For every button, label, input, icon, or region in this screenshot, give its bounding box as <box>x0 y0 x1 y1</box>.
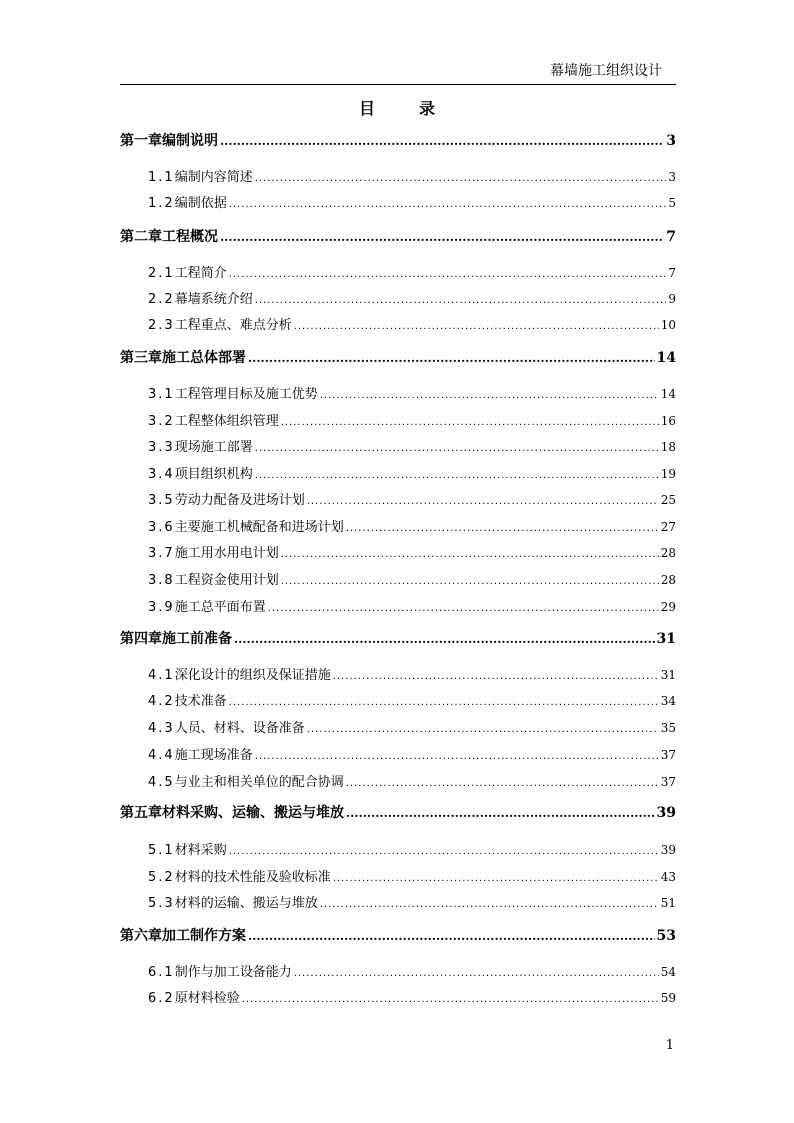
toc-entry-label: 加工制作方案 <box>162 928 246 944</box>
toc-entry-page: 7 <box>668 266 676 280</box>
toc-entry-page: 14 <box>656 350 676 366</box>
toc-section-entry[interactable] <box>120 569 676 587</box>
toc-entry-label: 编制内容简述 <box>174 170 253 185</box>
toc-entry-label: 现场施工部署 <box>174 440 253 455</box>
dot-leader <box>229 697 659 708</box>
dot-leader <box>346 523 659 534</box>
toc-entry-number: 6.2 <box>148 991 175 1006</box>
toc-entry-label: 工程管理目标及施工优势 <box>174 387 318 402</box>
toc-entry-page: 35 <box>660 721 676 735</box>
toc-entry-label: 人员、材料、设备准备 <box>174 721 305 736</box>
toc-entry-number: 4.2 <box>148 694 175 709</box>
toc-entry-page: 16 <box>660 414 676 428</box>
toc-entry-label: 项目组织机构 <box>174 467 253 482</box>
toc-entry-page: 31 <box>660 668 676 682</box>
toc-entry-label: 主要施工机械配备和进场计划 <box>174 520 344 535</box>
toc-entry-page: 39 <box>660 843 676 857</box>
toc-entry-number: 3.6 <box>148 520 175 535</box>
toc-entry-page: 3 <box>668 170 676 184</box>
toc-entry-number: 3.3 <box>148 440 175 455</box>
toc-entry-page: 25 <box>660 493 676 507</box>
toc-entry-label: 工程概况 <box>162 229 218 245</box>
toc-chapter-entry[interactable] <box>120 130 676 150</box>
toc-entry-page: 34 <box>660 694 676 708</box>
toc-entry-number: 2.1 <box>148 266 175 281</box>
toc-chapter-entry[interactable] <box>120 628 676 648</box>
toc-entry-number: 2.3 <box>148 318 175 333</box>
toc-entry-number: 4.3 <box>148 721 175 736</box>
toc-entry-number: 第四章 <box>120 631 162 647</box>
dot-leader <box>333 671 659 682</box>
dot-leader <box>333 873 659 884</box>
toc-section-entry[interactable] <box>120 410 676 428</box>
dot-leader <box>320 390 659 401</box>
toc-entry-number: 3.2 <box>148 414 175 429</box>
toc-entry-number: 第一章 <box>120 133 162 149</box>
toc-entry-page: 28 <box>660 573 676 587</box>
dot-leader <box>294 321 659 332</box>
toc-entry-page: 27 <box>660 520 676 534</box>
dot-leader <box>281 417 659 428</box>
toc-entry-number: 5.1 <box>148 843 175 858</box>
toc-chapter-entry[interactable] <box>120 226 676 246</box>
toc-entry-label: 工程整体组织管理 <box>174 414 279 429</box>
toc-entry-page: 51 <box>660 896 676 910</box>
toc-section-entry[interactable] <box>120 744 676 762</box>
dot-leader <box>220 134 664 148</box>
toc-entry-number: 4.1 <box>148 668 175 683</box>
toc-entry-page: 31 <box>656 631 676 647</box>
dot-leader <box>242 994 659 1005</box>
dot-leader <box>281 576 659 587</box>
toc-entry-number: 3.1 <box>148 387 175 402</box>
toc-title: 目录 <box>358 99 479 118</box>
toc-entry-number: 第六章 <box>120 928 162 944</box>
dot-leader <box>229 199 667 210</box>
toc-entry-number: 5.3 <box>148 896 175 911</box>
toc-section-entry[interactable] <box>120 288 676 306</box>
toc-entry-number: 3.8 <box>148 573 175 588</box>
toc-section-entry[interactable] <box>120 516 676 534</box>
toc-entry-number: 3.5 <box>148 493 175 508</box>
toc-section-entry[interactable] <box>120 463 676 481</box>
toc-entry-number: 3.9 <box>148 600 175 615</box>
toc-entry-label: 施工总体部署 <box>162 350 246 366</box>
toc-entry-label: 工程简介 <box>174 266 227 281</box>
toc-section-entry[interactable] <box>120 866 676 884</box>
toc-entry-label: 原材料检验 <box>174 991 240 1006</box>
toc-entry-number: 4.4 <box>148 748 175 763</box>
dot-leader <box>229 846 659 857</box>
toc-entry-number: 第五章 <box>120 805 162 821</box>
toc-entry-label: 幕墙系统介绍 <box>174 292 253 307</box>
toc-section-entry[interactable] <box>120 383 676 401</box>
toc-entry-page: 10 <box>660 318 676 332</box>
dot-leader <box>234 632 655 646</box>
toc-entry-label: 材料的技术性能及验收标准 <box>174 870 331 885</box>
toc-entry-page: 19 <box>660 467 676 481</box>
toc-entry-number: 6.1 <box>148 965 175 980</box>
toc-entry-number: 2.2 <box>148 292 175 307</box>
toc-entry-label: 深化设计的组织及保证措施 <box>174 668 331 683</box>
dot-leader <box>255 443 659 454</box>
toc-entry-page: 43 <box>660 870 676 884</box>
dot-leader <box>229 269 667 280</box>
toc-section-entry[interactable] <box>120 596 676 614</box>
dot-leader <box>294 968 659 979</box>
dot-leader <box>346 778 659 789</box>
dot-leader <box>346 806 655 820</box>
toc-section-entry[interactable] <box>120 436 676 454</box>
toc-section-entry[interactable] <box>120 192 676 210</box>
toc-entry-page: 29 <box>660 600 676 614</box>
dot-leader <box>255 173 667 184</box>
toc-entry-number: 1.1 <box>148 170 175 185</box>
toc-entry-label: 技术准备 <box>174 694 227 709</box>
toc-entry-number: 4.5 <box>148 775 175 790</box>
toc-section-entry[interactable] <box>120 892 676 910</box>
toc-entry-label: 材料采购 <box>174 843 227 858</box>
toc-entry-number: 1.2 <box>148 196 175 211</box>
dot-leader <box>307 496 659 507</box>
toc-section-entry[interactable] <box>120 771 676 789</box>
toc-entry-label: 劳动力配备及进场计划 <box>174 493 305 508</box>
dot-leader <box>255 751 659 762</box>
dot-leader <box>248 929 655 943</box>
toc-entry-page: 5 <box>668 196 676 210</box>
toc-entry-page: 18 <box>660 440 676 454</box>
toc-section-entry[interactable] <box>120 839 676 857</box>
toc-entry-number: 3.4 <box>148 467 175 482</box>
page-number: 1 <box>665 1038 674 1053</box>
toc-section-entry[interactable] <box>120 690 676 708</box>
toc-entry-number: 5.2 <box>148 870 175 885</box>
toc-entry-label: 编制依据 <box>174 196 227 211</box>
toc-entry-page: 59 <box>660 991 676 1005</box>
toc-entry-page: 53 <box>656 928 676 944</box>
toc-entry-number: 第三章 <box>120 350 162 366</box>
toc-entry-label: 材料的运输、搬运与堆放 <box>174 896 318 911</box>
dot-leader <box>255 295 667 306</box>
toc-entry-label: 编制说明 <box>162 133 218 149</box>
toc-chapter-entry[interactable] <box>120 925 676 945</box>
toc-entry-label: 与业主和相关单位的配合协调 <box>174 775 344 790</box>
toc-chapter-entry[interactable] <box>120 347 676 367</box>
dot-leader <box>307 724 659 735</box>
toc-entry-label: 施工总平面布置 <box>174 600 266 615</box>
toc-entry-label: 材料采购、运输、搬运与堆放 <box>162 805 344 821</box>
dot-leader <box>268 603 659 614</box>
toc-section-entry[interactable] <box>120 314 676 332</box>
toc-entry-label: 施工现场准备 <box>174 748 253 763</box>
toc-entry-label: 制作与加工设备能力 <box>174 965 292 980</box>
toc-entry-label: 施工用水用电计划 <box>174 546 279 561</box>
toc-entry-page: 3 <box>666 133 676 149</box>
toc-section-entry[interactable] <box>120 166 676 184</box>
toc-entry-page: 9 <box>668 292 676 306</box>
toc-entry-page: 14 <box>660 387 676 401</box>
toc-entry-page: 39 <box>656 805 676 821</box>
toc-section-entry[interactable] <box>120 489 676 507</box>
dot-leader <box>248 351 655 365</box>
dot-leader <box>255 470 659 481</box>
toc-entry-label: 工程重点、难点分析 <box>174 318 292 333</box>
toc-section-entry[interactable] <box>120 961 676 979</box>
toc-entry-page: 37 <box>660 748 676 762</box>
toc-entry-label: 施工前准备 <box>162 631 232 647</box>
dot-leader <box>220 230 664 244</box>
header-rule <box>120 84 676 85</box>
toc-chapter-entry[interactable] <box>120 802 676 822</box>
toc-section-entry[interactable] <box>120 664 676 682</box>
toc-entry-page: 7 <box>666 229 676 245</box>
toc-section-entry[interactable] <box>120 542 676 560</box>
toc-section-entry[interactable] <box>120 717 676 735</box>
toc-entry-page: 37 <box>660 775 676 789</box>
toc-entry-number: 3.7 <box>148 546 175 561</box>
running-header-title: 幕墙施工组织设计 <box>550 63 662 79</box>
toc-entry-page: 28 <box>660 546 676 560</box>
toc-section-entry[interactable] <box>120 262 676 280</box>
toc-entry-page: 54 <box>660 965 676 979</box>
toc-section-entry[interactable] <box>120 987 676 1005</box>
toc-entry-number: 第二章 <box>120 229 162 245</box>
dot-leader <box>281 549 659 560</box>
dot-leader <box>320 899 659 910</box>
toc-entry-label: 工程资金使用计划 <box>174 573 279 588</box>
